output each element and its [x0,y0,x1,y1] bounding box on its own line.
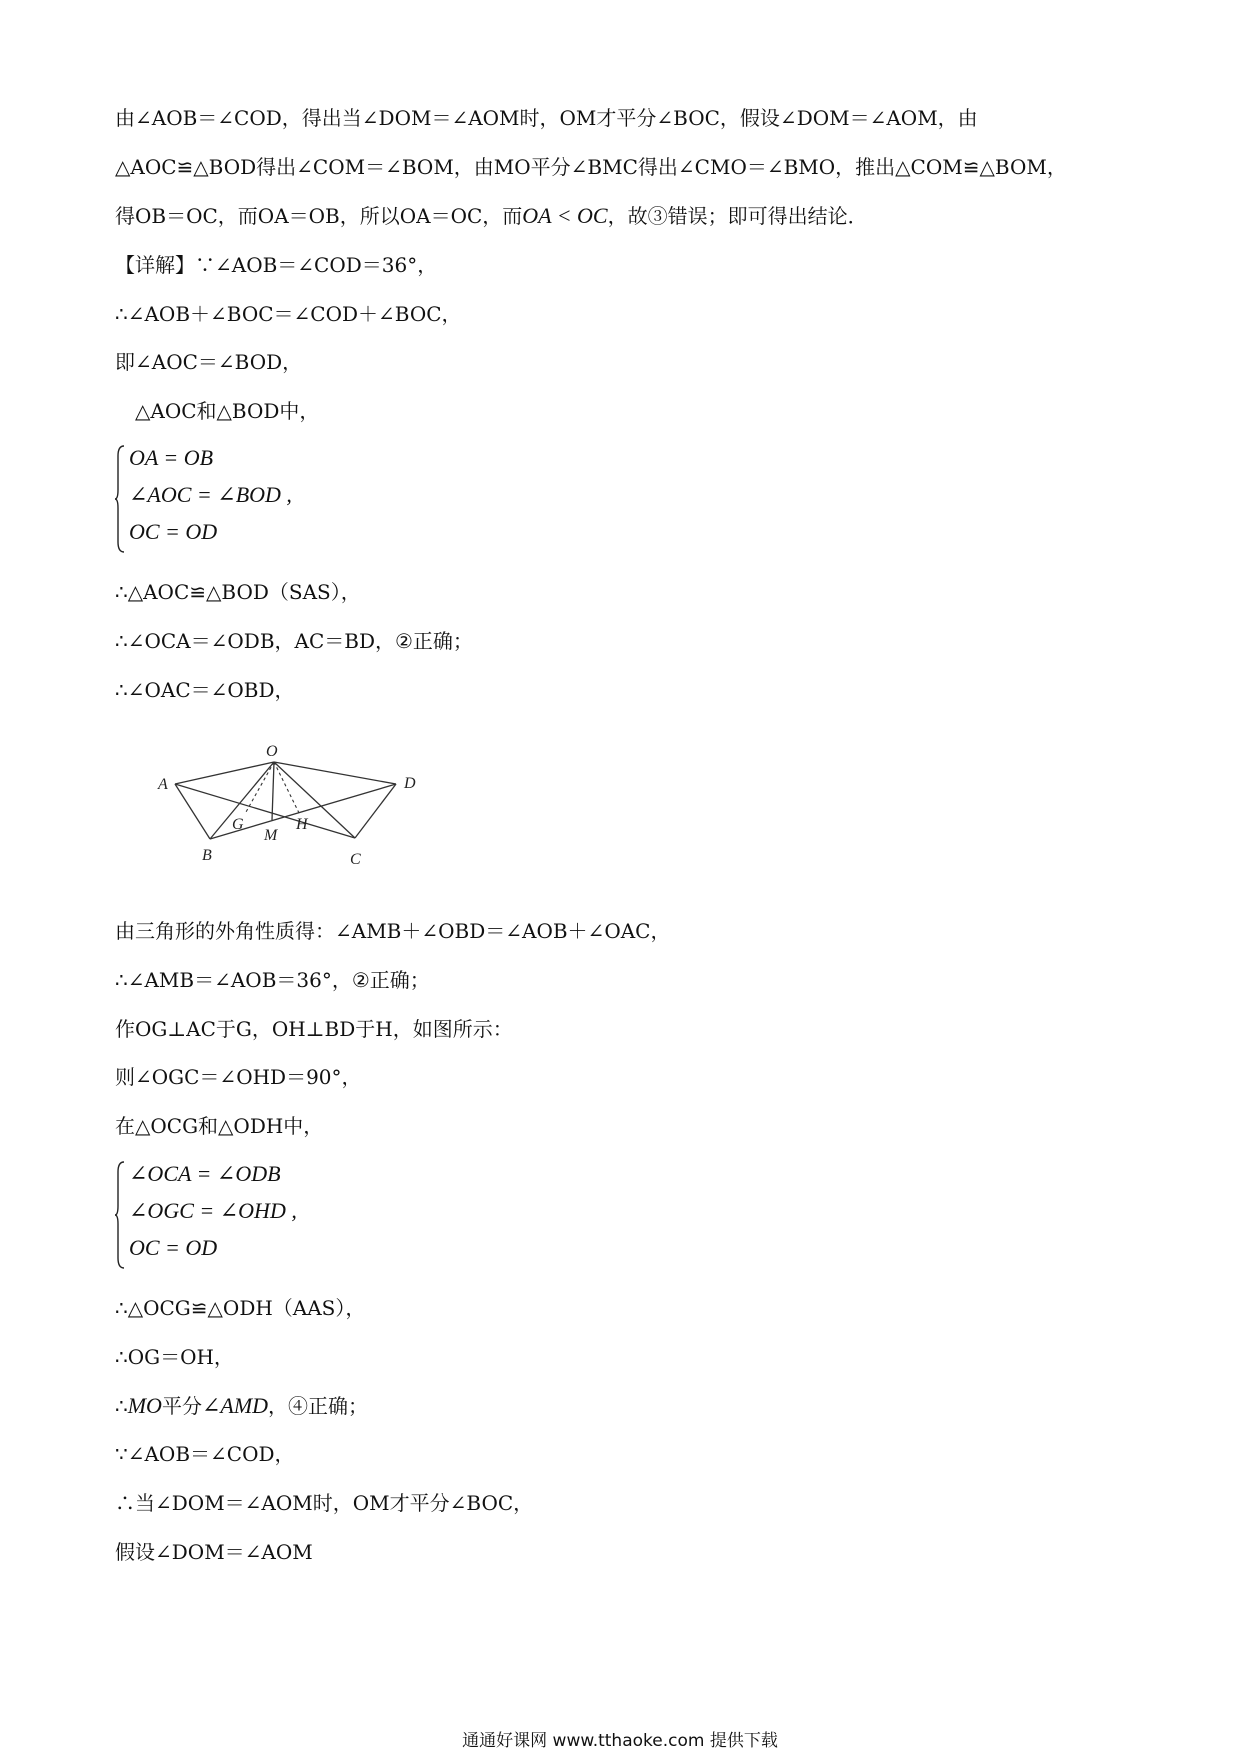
text-line-18-b: 平分 [161,1394,202,1418]
text-line-17: ∴OG＝OH， [115,1345,234,1369]
system1-eq-3: OC = OD [129,519,218,544]
label-M: M [264,827,278,844]
text-line-2: △AOC≌△BOD得出∠COM＝∠BOM，由MO平分∠BMC得出∠CMO＝∠BMO，推出△COM≌△BOM， [115,155,1067,179]
left-brace-icon [115,444,125,554]
system1-eq-2: ∠AOC = ∠BOD , [129,482,292,507]
text-line-7: △AOC和△BOD中， [135,399,320,423]
system2-eq-1: ∠OCA = ∠ODB [129,1161,281,1186]
label-G: G [232,816,244,833]
left-brace-icon [115,1160,125,1270]
text-line-3 [115,202,868,230]
footer-watermark: 通通好课网 www.tthaoke.com 提供下载 [462,1731,778,1751]
equation-system-2 [115,1160,435,1270]
text-line-13: 作OG⊥AC于G，OH⊥BD于H，如图所示： [115,1017,513,1041]
detail-heading-line: 【详解】∵∠AOB＝∠COD＝36°， [115,253,438,277]
text-line-15: 在△OCG和△ODH中， [115,1114,324,1138]
text-line-20: ∴当∠DOM＝∠AOM时，OM才平分∠BOC， [115,1491,534,1515]
amd-formula: ∠AMD [201,1393,269,1418]
label-C: C [350,851,361,868]
text-line-6: 即∠AOC＝∠BOD， [115,350,303,374]
system2-eq-2: ∠OGC = ∠OHD , [129,1198,297,1223]
label-A: A [158,776,168,793]
text-line-11: 由三角形的外角性质得：∠AMB＋∠OBD＝∠AOB＋∠OAC， [115,919,671,943]
text-line-9: ∴∠OCA＝∠ODB，AC＝BD，②正确； [115,629,473,653]
system2-eq-3: OC = OD [129,1235,218,1260]
label-B: B [202,847,212,864]
label-O: O [266,743,278,760]
text-line-18-c: ，④正确； [268,1394,369,1418]
inequality-formula: OA < OC [522,203,608,228]
label-D: D [404,775,416,792]
text-line-10: ∴∠OAC＝∠OBD， [115,678,295,702]
text-line-16: ∴△OCG≌△ODH（AAS）， [115,1296,366,1320]
text-line-5: ∴∠AOB＋∠BOC＝∠COD＋∠BOC， [115,302,462,326]
mo-formula: MO [127,1393,162,1418]
text-line-12: ∴∠AMB＝∠AOB＝36°，②正确； [115,968,430,992]
text-line-1: 由∠AOB＝∠COD，得出当∠DOM＝∠AOM时，OM才平分∠BOC，假设∠DOM＝∠AOM，由 [115,106,978,130]
text-line-3-a: 得OB＝OC，而OA＝OB，所以OA＝OC，而 [115,204,523,228]
text-line-19: ∵∠AOB＝∠COD， [115,1442,295,1466]
text-line-21: 假设∠DOM＝∠AOM [115,1540,313,1564]
equation-system-1 [115,444,435,554]
geometry-figure [150,742,430,887]
text-line-3-b: ，故③错误；即可得出结论． [607,204,868,228]
geometry-diagram [150,742,430,887]
system1-eq-1: OA = OB [129,445,214,470]
text-line-14: 则∠OGC＝∠OHD＝90°， [115,1065,362,1089]
text-line-18-a: ∴ [115,1394,128,1418]
text-line-18 [115,1392,368,1420]
label-H: H [296,816,308,833]
text-line-8: ∴△AOC≌△BOD（SAS）， [115,580,361,604]
